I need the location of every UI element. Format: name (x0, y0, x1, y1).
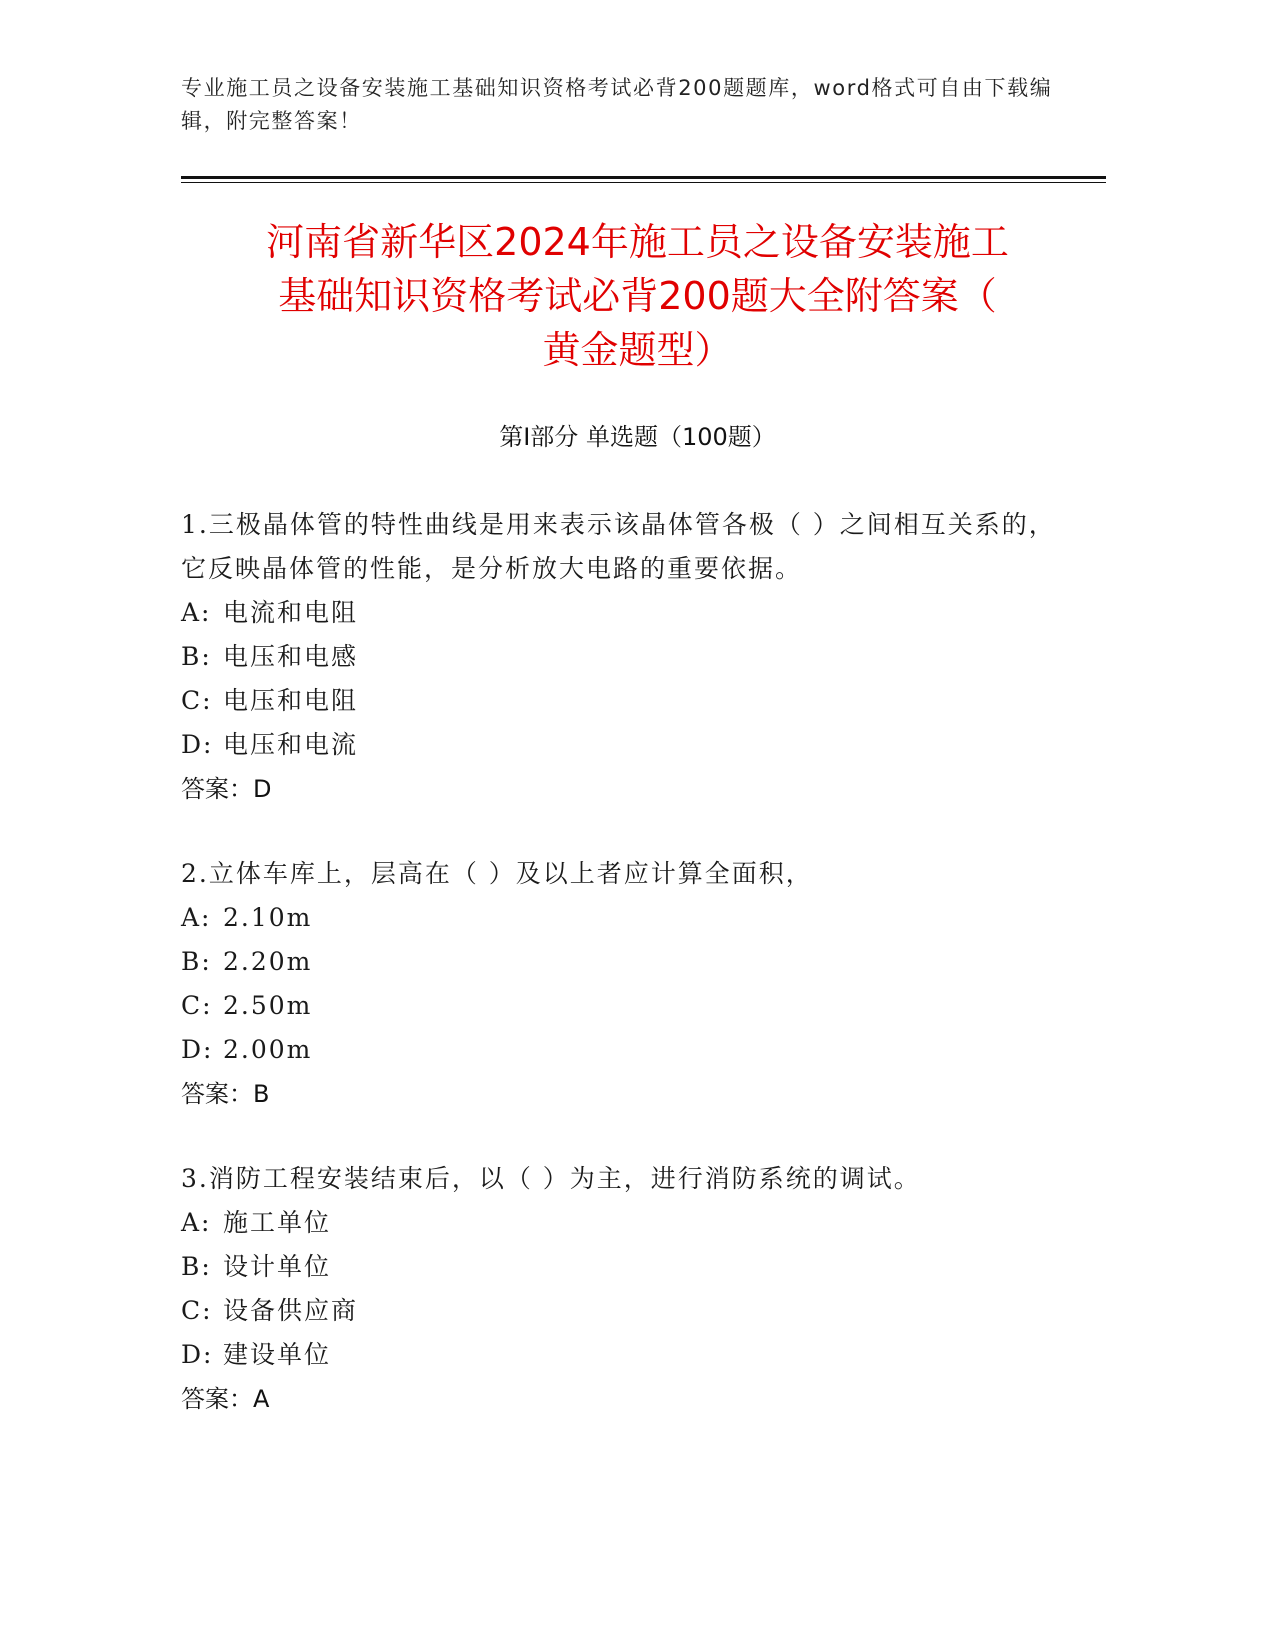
option-text: 2.10m (223, 903, 313, 932)
option-letter: C: (181, 991, 213, 1020)
option-letter: A: (181, 598, 212, 627)
header-rule-thin (181, 182, 1106, 183)
answer-value: D (253, 775, 272, 803)
option-text: 建设单位 (223, 1340, 332, 1369)
answer-label: 答案： (181, 1385, 253, 1413)
option-letter: C: (181, 686, 213, 715)
option-text: 设计单位 (223, 1252, 332, 1281)
option-d (181, 723, 1061, 767)
option-letter: A: (181, 1208, 212, 1237)
option-b (181, 635, 1061, 679)
option-letter: D: (181, 1035, 214, 1064)
option-b (181, 1245, 1061, 1289)
answer-label: 答案： (181, 775, 253, 803)
option-letter: C: (181, 1296, 213, 1325)
option-text: 电压和电流 (223, 730, 359, 759)
option-letter: B: (181, 1252, 212, 1281)
header-note: 专业施工员之设备安装施工基础知识资格考试必背200题题库，word格式可自由下载编辑，附完整答案！ (181, 76, 1053, 133)
option-a (181, 591, 1061, 635)
option-text: 2.50m (223, 991, 313, 1020)
question-stem: 3.消防工程安装结束后，以（ ）为主，进行消防系统的调试。 (181, 1164, 921, 1193)
question-stem: 1.三极晶体管的特性曲线是用来表示该晶体管各极（ ）之间相互关系的，它反映晶体管的性能，是分析放大电路的重要依据。 (181, 510, 1056, 583)
header-rule-thick (181, 176, 1106, 179)
document-title (160, 215, 1115, 377)
answer-line (181, 1377, 1061, 1421)
option-text: 设备供应商 (223, 1296, 359, 1325)
title-line-1: 河南省新华区2024年施工员之设备安装施工 (266, 220, 1009, 264)
title-line-2: 基础知识资格考试必背200题大全附答案（ (278, 274, 997, 318)
option-c (181, 984, 1061, 1028)
option-d (181, 1333, 1061, 1377)
question-stem: 2.立体车库上，层高在（ ）及以上者应计算全面积， (181, 859, 813, 888)
question-1 (181, 503, 1061, 811)
option-letter: D: (181, 730, 214, 759)
question-3 (181, 1157, 1061, 1421)
option-letter: B: (181, 947, 212, 976)
option-text: 电压和电阻 (223, 686, 359, 715)
title-line-3: 黄金题型） (542, 328, 733, 372)
option-c (181, 679, 1061, 723)
answer-value: B (253, 1080, 270, 1108)
option-text: 电压和电感 (223, 642, 359, 671)
answer-line (181, 1072, 1061, 1116)
option-text: 2.20m (223, 947, 313, 976)
question-2 (181, 852, 1061, 1116)
option-b (181, 940, 1061, 984)
option-a (181, 1201, 1061, 1245)
option-letter: D: (181, 1340, 214, 1369)
option-text: 施工单位 (223, 1208, 332, 1237)
option-text: 电流和电阻 (223, 598, 359, 627)
option-a (181, 896, 1061, 940)
option-c (181, 1289, 1061, 1333)
option-d (181, 1028, 1061, 1072)
answer-label: 答案： (181, 1080, 253, 1108)
option-text: 2.00m (223, 1035, 313, 1064)
section-heading: 第I部分 单选题（100题） (499, 423, 776, 451)
option-letter: A: (181, 903, 212, 932)
answer-value: A (253, 1385, 270, 1413)
answer-line (181, 767, 1061, 811)
option-letter: B: (181, 642, 212, 671)
